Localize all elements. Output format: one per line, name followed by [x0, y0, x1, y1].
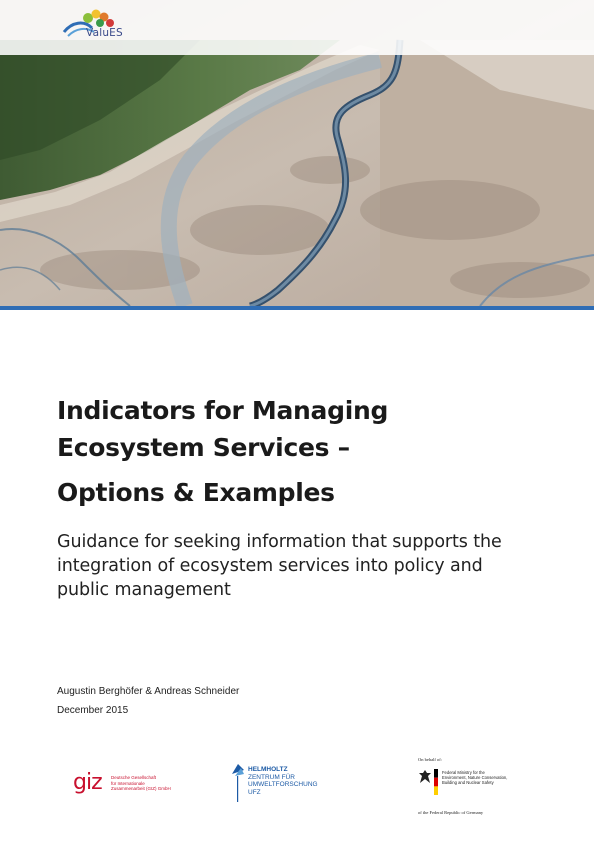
giz-mark: giz	[73, 770, 102, 795]
bmub-line-1: Federal Ministry for the	[442, 770, 485, 775]
accent-strip	[0, 306, 594, 310]
giz-line-2: für Internationale	[111, 780, 145, 786]
title-line-1: Indicators for Managing	[57, 396, 389, 425]
bmub-name	[442, 770, 507, 786]
ufz-line-4: UFZ	[248, 788, 261, 796]
bmub-logo	[418, 757, 528, 827]
bmub-line-2: Environment, Nature Conservation,	[442, 775, 508, 781]
title-line-3: Options & Examples	[57, 478, 335, 507]
german-flag-icon	[434, 769, 438, 795]
authors: Augustin Berghöfer & Andreas Schneider	[57, 686, 240, 697]
giz-line-1: Deutsche Gesellschaft	[111, 775, 157, 780]
ufz-name	[248, 766, 318, 796]
logo-wordmark: ValuES	[86, 27, 123, 39]
on-behalf-label: On behalf of:	[418, 757, 442, 762]
helmholtz-icon	[230, 762, 246, 802]
document-subtitle	[57, 530, 547, 602]
eagle-icon	[418, 769, 432, 785]
subtitle-line-1: Guidance for seeking information that supports the	[57, 532, 502, 552]
document-title	[57, 392, 388, 511]
giz-line-3: Zusammenarbeit (GIZ) GmbH	[111, 786, 171, 791]
subtitle-line-2: integration of ecosystem services into policy and	[57, 556, 483, 576]
country-label: of the Federal Republic of Germany	[418, 810, 484, 815]
ufz-line-2: ZENTRUM FÜR	[248, 773, 295, 781]
subtitle-line-3: public management	[57, 580, 231, 600]
giz-name	[111, 775, 171, 792]
publication-date: December 2015	[57, 705, 129, 716]
ufz-line-1: HELMHOLTZ	[248, 766, 288, 773]
bmub-line-3: Building and Nuclear Safety	[442, 780, 494, 786]
ufz-line-3: UMWELTFORSCHUNG	[248, 781, 318, 788]
ufz-logo	[230, 760, 350, 810]
title-line-2: Ecosystem Services –	[57, 433, 350, 462]
